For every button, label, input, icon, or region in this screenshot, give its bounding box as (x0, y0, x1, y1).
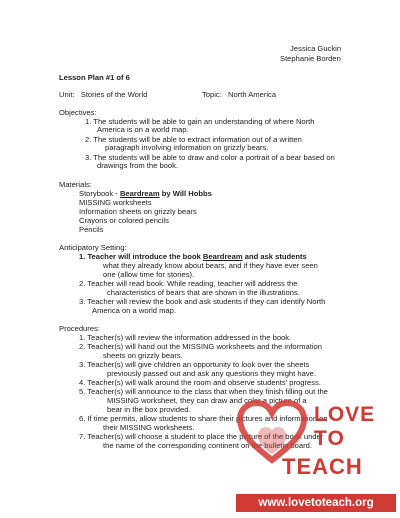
anticipatory-line: 2. Teacher will read book. While reading, teacher will address the (79, 279, 298, 288)
material-item: Information sheets on grizzly bears (79, 207, 197, 216)
material-item: Pencils (79, 225, 104, 234)
page-title: Lesson Plan #1 of 6 (59, 73, 130, 82)
unit-row (59, 90, 147, 99)
procedure-line: 4. Teacher(s) will walk around the room and observe students' progress. (79, 378, 321, 387)
procedure-line: their MISSING worksheets. (103, 423, 195, 432)
logo-word: LOVE (314, 403, 376, 426)
anticipatory-line1-start: 1. Teacher will introduce the book (79, 252, 203, 261)
storybook-line (79, 189, 212, 198)
anticipatory-line: one (allow time for stories). (103, 270, 195, 279)
objective-line: America is on a world map. (97, 125, 189, 134)
unit-value: Stories of the World (80, 90, 148, 99)
anticipatory-line: America on a world map. (92, 306, 176, 315)
objectives-heading: Objectives: (59, 108, 97, 117)
love-to-teach-logo (232, 398, 400, 518)
procedures-heading: Procedures: (59, 324, 100, 333)
procedure-line: 3. Teacher(s) will give children an opportunity to look over the sheets (79, 360, 310, 369)
procedure-line: the name of the corresponding continent on the bulletin board. (103, 441, 312, 450)
objective-line: paragraph involving information on grizzly bears. (105, 143, 269, 152)
topic-label: Topic: (202, 90, 222, 99)
procedure-line: bear in the box provided. (107, 405, 191, 414)
author-name: Stephanie Borden (280, 54, 341, 63)
author-name: Jessica Guckin (290, 44, 342, 53)
objective-line: 2. The students will be able to extract information out of a written (85, 135, 302, 144)
materials-heading: Materials: (59, 180, 92, 189)
logo-url: www.lovetoteach.org (236, 494, 396, 512)
objective-line: 1. The students will be able to gain an understanding of where North (85, 117, 315, 126)
logo-word: TO (314, 427, 345, 450)
topic-row (202, 90, 276, 99)
objective-line: 3. The students will be able to draw and color a portrait of a bear based on (85, 153, 335, 162)
procedure-line: 6. If time permits, allow students to share their pictures and information on (79, 414, 328, 423)
procedure-line: 1. Teacher(s) will review the information addressed in the book. (79, 333, 292, 342)
anticipatory-heading: Anticipatory Setting: (59, 243, 127, 252)
unit-label: Unit: (59, 90, 75, 99)
material-item: Crayons or colored pencils (79, 216, 169, 225)
objective-line: drawings from the book. (97, 161, 179, 170)
material-item: MISSING worksheets (79, 198, 152, 207)
anticipatory-line (79, 252, 307, 261)
anticipatory-line1-end: and ask students (242, 252, 307, 261)
procedure-line: 7. Teacher(s) will choose a student to place the picture of the book under (79, 432, 324, 441)
anticipatory-line: characteristics of bears that are shown in the illustrations. (107, 288, 300, 297)
topic-value: North America (227, 90, 277, 99)
anticipatory-book-title: Beardream (202, 252, 243, 261)
procedure-line: MISSING worksheet, they can draw and color a picture of a (107, 396, 307, 405)
procedure-line: 5. Teacher(s) will announce to the class that when they finish filling out the (79, 387, 328, 396)
procedure-line: previously passed out and ask any questions they might have. (107, 369, 316, 378)
procedure-line: 2. Teacher(s) will hand out the MISSING worksheets and the information (79, 342, 322, 351)
procedure-line: sheets on grizzly bears. (103, 351, 183, 360)
anticipatory-line: what they already know about bears, and if they have ever seen (103, 261, 318, 270)
anticipatory-line: 3. Teacher will review the book and ask students if they can identify North (79, 297, 326, 306)
storybook-author: by Will Hobbs (159, 189, 212, 198)
logo-word: TEACH (282, 454, 363, 479)
storybook-title: Beardream (119, 189, 160, 198)
storybook-prefix: Storybook - (79, 189, 120, 198)
